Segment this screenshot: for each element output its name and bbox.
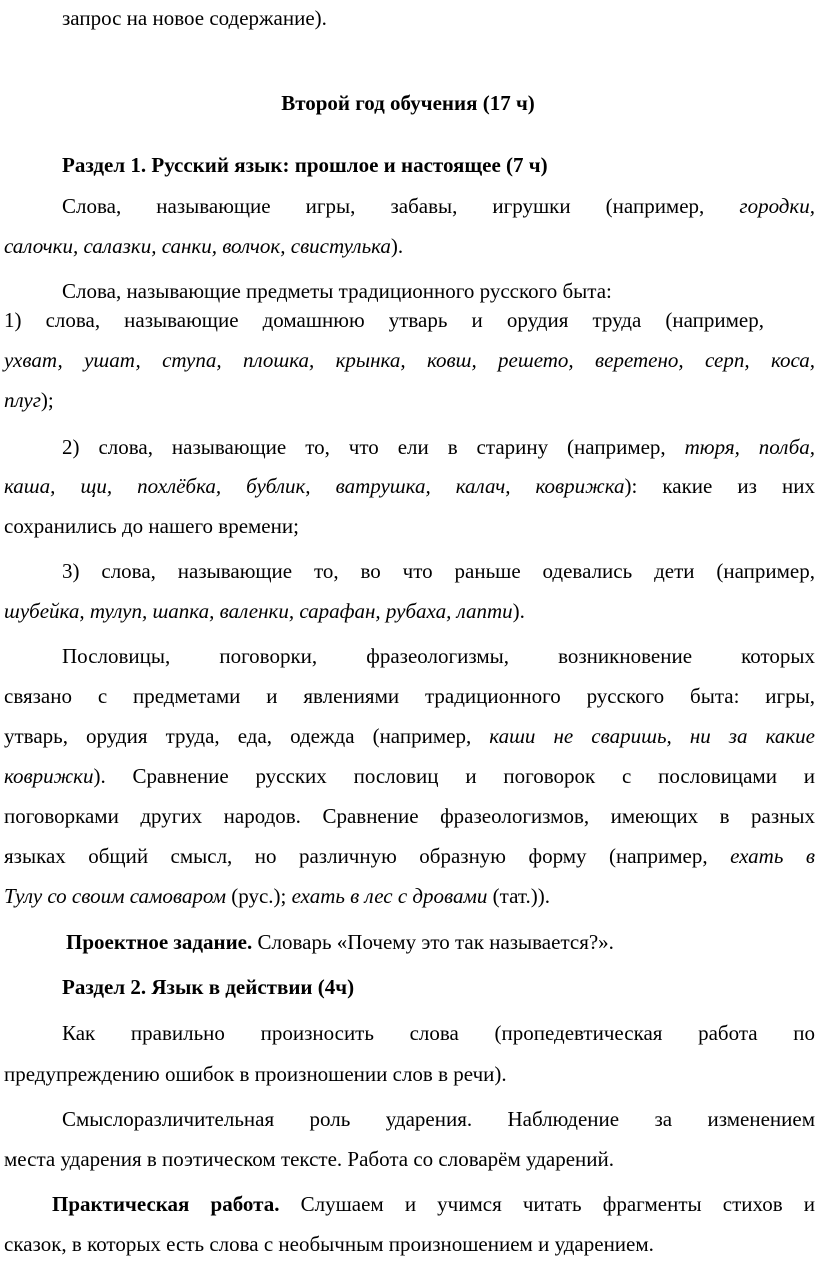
text-line bbox=[4, 761, 815, 791]
text-run: предупреждению ошибок в произношении слов в речи). bbox=[4, 1062, 507, 1086]
text-run: Словарь «Почему это так называется?». bbox=[257, 930, 614, 954]
italic-text-run: каша, щи, похлёбка, бублик, ватрушка, калач, коврижка bbox=[4, 474, 625, 498]
text-line bbox=[62, 556, 815, 586]
text-run: 3) слова, называющие то, во что раньше одевались дети (например, bbox=[62, 559, 815, 583]
text-run: места ударения в поэтическом тексте. Работа со словарём ударений. bbox=[4, 1147, 615, 1171]
text-run: языках общий смысл, но различную образную форму (например, bbox=[4, 844, 708, 868]
text-run: запрос на новое содержание). bbox=[62, 6, 327, 30]
italic-text-run: Тулу со своим самоваром bbox=[4, 884, 226, 908]
heading-text: Второй год обучения (17 ч) bbox=[281, 91, 535, 115]
text-line bbox=[4, 1059, 816, 1089]
text-run: ). Сравнение русских пословиц и поговорок с пословицами и bbox=[93, 764, 815, 788]
text-line bbox=[62, 3, 816, 33]
italic-text-run: каши не сваришь, ни за какие bbox=[489, 724, 816, 748]
text-line bbox=[4, 385, 816, 415]
text-run: Слова, называющие игры, забавы, игрушки (например, bbox=[62, 194, 705, 218]
text-line bbox=[4, 881, 816, 911]
text-run: (рус.); bbox=[231, 884, 287, 908]
text-line bbox=[4, 511, 816, 541]
text-line bbox=[4, 1229, 816, 1259]
text-line bbox=[62, 1018, 815, 1048]
text-run: ); bbox=[40, 388, 54, 412]
text-run: Слова, называющие предметы традиционного русского быта: bbox=[62, 279, 612, 303]
text-run: сохранились до нашего времени; bbox=[4, 514, 299, 538]
text-line bbox=[4, 471, 815, 501]
text-line bbox=[4, 305, 764, 335]
heading-text: Раздел 1. Русский язык: прошлое и настоящее (7 ч) bbox=[62, 153, 548, 177]
text-run: поговорками других народов. Сравнение фразеологизмов, имеющих в разных bbox=[4, 804, 815, 828]
text-run: ): какие из них bbox=[624, 474, 815, 498]
text-line bbox=[62, 1104, 815, 1134]
text-line bbox=[4, 801, 815, 831]
text-run: ). bbox=[390, 234, 404, 258]
section-1-heading bbox=[62, 150, 816, 180]
italic-text-run: коврижки bbox=[4, 764, 94, 788]
italic-text-run: шубейка, тулуп, шапка, валенки, сарафан, рубаха, лапти bbox=[4, 599, 513, 623]
heading-text: Раздел 2. Язык в действии (4ч) bbox=[62, 975, 355, 999]
text-line bbox=[62, 432, 815, 462]
practical-work-line bbox=[52, 1189, 815, 1219]
text-line bbox=[4, 1144, 816, 1174]
text-run: Слушаем и учимся читать фрагменты стихов и bbox=[300, 1192, 815, 1216]
text-line bbox=[62, 191, 815, 221]
bold-text-run: Проектное задание. bbox=[66, 930, 253, 954]
text-run: (тат.)). bbox=[492, 884, 550, 908]
bold-text-run: Практическая работа. bbox=[52, 1192, 280, 1216]
text-run: Пословицы, поговорки, фразеологизмы, возникновение которых bbox=[62, 644, 815, 668]
text-line bbox=[4, 231, 816, 261]
italic-text-run: ехать в bbox=[730, 844, 815, 868]
text-line bbox=[62, 641, 815, 671]
text-line bbox=[4, 681, 815, 711]
italic-text-run: салочки, салазки, санки, волчок, свистулька bbox=[4, 234, 391, 258]
text-run: ). bbox=[512, 599, 525, 623]
text-line bbox=[4, 596, 816, 626]
text-line bbox=[62, 276, 816, 306]
text-run: 2) слова, называющие то, что ели в старину (например, bbox=[62, 435, 666, 459]
italic-text-run: ухват, ушат, ступа, плошка, крынка, ковш, решето, веретено, серп, коса, bbox=[4, 348, 815, 372]
italic-text-run: тюря, полба, bbox=[684, 435, 815, 459]
italic-text-run: плуг bbox=[4, 388, 41, 412]
section-2-heading bbox=[62, 972, 816, 1002]
year-heading bbox=[0, 88, 816, 118]
project-task-line bbox=[66, 927, 816, 957]
italic-text-run: ехать в лес с дровами bbox=[291, 884, 488, 908]
text-run: Смыслоразличительная роль ударения. Наблюдение за изменением bbox=[62, 1107, 815, 1131]
text-run: Как правильно произносить слова (пропедевтическая работа по bbox=[62, 1021, 815, 1045]
text-run: связано с предметами и явлениями традиционного русского быта: игры, bbox=[4, 684, 815, 708]
text-run: утварь, орудия труда, еда, одежда (например, bbox=[4, 724, 472, 748]
text-line bbox=[4, 721, 815, 751]
text-line bbox=[4, 841, 815, 871]
text-line bbox=[4, 345, 815, 375]
text-run: сказок, в которых есть слова с необычным произношением и ударением. bbox=[4, 1232, 654, 1256]
text-run: 1) слова, называющие домашнюю утварь и орудия труда (например, bbox=[4, 308, 764, 332]
italic-text-run: городки, bbox=[739, 194, 815, 218]
